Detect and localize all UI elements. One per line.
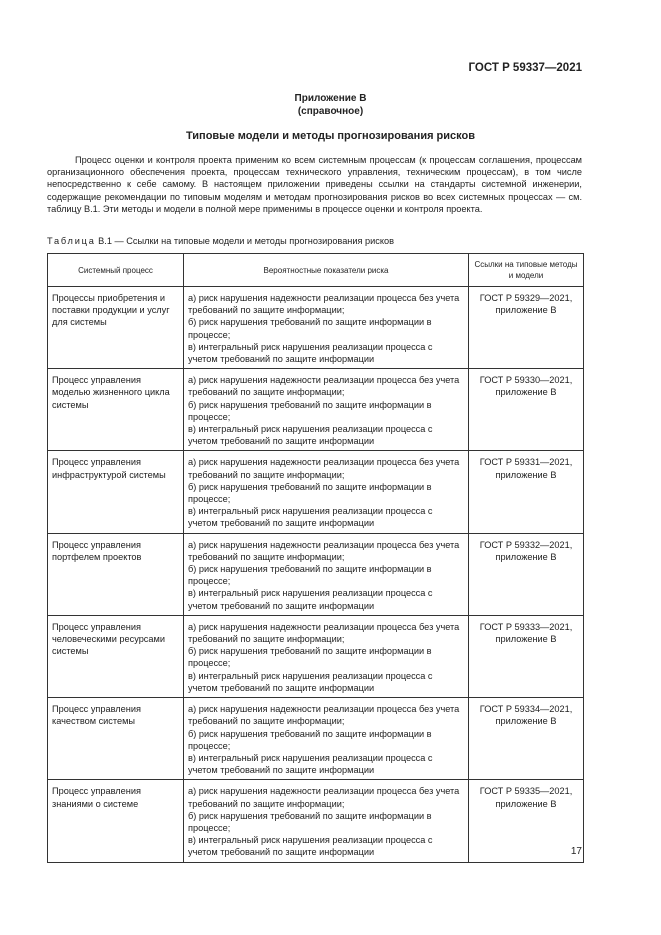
table-header-row bbox=[48, 254, 584, 287]
risk-item-c: в) интегральный риск нарушения реализации процесса с учетом требований по защите информации bbox=[188, 341, 433, 365]
risk-item-a: а) риск нарушения надежности реализации процесса без учета требований по защите информации; bbox=[188, 786, 460, 809]
process-cell: Процесс управления инфраструктурой системы bbox=[48, 451, 184, 533]
risk-cell bbox=[184, 780, 469, 862]
reference-cell: ГОСТ Р 59335—2021, приложение В bbox=[469, 780, 584, 862]
risk-cell bbox=[184, 615, 469, 697]
risk-cell bbox=[184, 369, 469, 451]
risk-item-a: а) риск нарушения надежности реализации процесса без учета требований по защите информации; bbox=[188, 457, 460, 480]
table-row bbox=[48, 615, 584, 697]
process-cell: Процесс управления человеческими ресурсами системы bbox=[48, 615, 184, 697]
appendix-subtitle: (справочное) bbox=[297, 106, 364, 117]
risk-item-c: в) интегральный риск нарушения реализации процесса с учетом требований по защите информации bbox=[188, 588, 433, 611]
risk-item-c: в) интегральный риск нарушения реализации процесса с учетом требований по защите информации bbox=[188, 424, 433, 447]
table-row bbox=[48, 369, 584, 451]
risk-item-b: б) риск нарушения требований по защите информации в процессе; bbox=[188, 481, 432, 505]
table-row bbox=[48, 780, 584, 862]
reference-cell: ГОСТ Р 59333—2021, приложение В bbox=[469, 615, 584, 697]
intro-paragraph: Процесс оценки и контроля проекта применим ко всем системным процессам (к процессам соглашения, процессам организационного обеспечения проекта, процессам технического управления, техническим процессам), в том числе непосредственно к себе самому. В настоящем приложении приведены ссылки на стандарты системной инженерии, содержащие рекомендации по типовым моделям и методам прогнозирования рисков во всех системных процессах — см. таблицу В.1. Эти методы и модели в полной мере применимы в процессе оценки и контроля проекта. bbox=[47, 155, 582, 214]
table-caption-text: В.1 — Ссылки на типовые модели и методы прогнозирования рисков bbox=[95, 236, 394, 246]
table-caption-prefix: Таблица bbox=[47, 236, 96, 246]
risk-item-b: б) риск нарушения требований по защите информации в процессе; bbox=[188, 399, 432, 422]
header-system-process: Системный процесс bbox=[48, 254, 184, 287]
process-cell: Процесс управления знаниями о системе bbox=[48, 780, 184, 862]
risk-item-c: в) интегральный риск нарушения реализации процесса с учетом требований по защите информации bbox=[188, 752, 433, 776]
risk-cell bbox=[184, 533, 469, 615]
table-row bbox=[48, 698, 584, 780]
risk-item-b: б) риск нарушения требований по защите информации в процессе; bbox=[188, 646, 432, 669]
process-cell: Процессы приобретения и поставки продукции и услуг для системы bbox=[48, 287, 184, 369]
process-cell: Процесс управления моделью жизненного цикла системы bbox=[48, 369, 184, 451]
reference-cell: ГОСТ Р 59332—2021, приложение В bbox=[469, 533, 584, 615]
reference-cell: ГОСТ Р 59330—2021, приложение В bbox=[469, 369, 584, 451]
appendix-title: Приложение В bbox=[294, 93, 367, 104]
risk-item-a: а) риск нарушения надежности реализации процесса без учета требований по защите информации; bbox=[188, 539, 460, 562]
risk-item-a: а) риск нарушения надежности реализации процесса без учета требований по защите информации; bbox=[188, 704, 460, 727]
risk-cell bbox=[184, 287, 469, 369]
process-cell: Процесс управления качеством системы bbox=[48, 698, 184, 780]
risk-models-table bbox=[47, 253, 584, 863]
risk-item-b: б) риск нарушения требований по защите информации в процессе; bbox=[188, 317, 432, 340]
table-row bbox=[48, 451, 584, 533]
table-caption bbox=[47, 236, 394, 246]
risk-item-c: в) интегральный риск нарушения реализации процесса с учетом требований по защите информации bbox=[188, 835, 433, 858]
risk-item-a: а) риск нарушения надежности реализации процесса без учета требований по защите информации; bbox=[188, 293, 460, 316]
risk-item-b: б) риск нарушения требований по защите информации в процессе; bbox=[188, 810, 432, 833]
appendix-heading bbox=[0, 92, 661, 118]
reference-cell: ГОСТ Р 59331—2021, приложение В bbox=[469, 451, 584, 533]
risk-item-c: в) интегральный риск нарушения реализации процесса с учетом требований по защите информации bbox=[188, 670, 433, 693]
table-row bbox=[48, 533, 584, 615]
reference-cell: ГОСТ Р 59329—2021, приложение В bbox=[469, 287, 584, 369]
risk-item-a: а) риск нарушения надежности реализации процесса без учета требований по защите информации; bbox=[188, 375, 460, 398]
table-row bbox=[48, 287, 584, 369]
risk-cell bbox=[184, 451, 469, 533]
document-code: ГОСТ Р 59337—2021 bbox=[468, 62, 582, 74]
page-number: 17 bbox=[570, 846, 582, 857]
risk-item-a: а) риск нарушения надежности реализации процесса без учета требований по защите информации; bbox=[188, 621, 460, 645]
header-risk-indicators: Вероятностные показатели риска bbox=[184, 254, 469, 287]
risk-item-c: в) интегральный риск нарушения реализации процесса с учетом требований по защите информации bbox=[188, 506, 433, 529]
risk-item-b: б) риск нарушения требований по защите информации в процессе; bbox=[188, 728, 432, 751]
reference-cell: ГОСТ Р 59334—2021, приложение В bbox=[469, 698, 584, 780]
risk-cell bbox=[184, 698, 469, 780]
section-title: Типовые модели и методы прогнозирования рисков bbox=[185, 130, 475, 142]
header-references: Ссылки на типовые методы и модели bbox=[469, 254, 584, 287]
process-cell: Процесс управления портфелем проектов bbox=[48, 533, 184, 615]
risk-item-b: б) риск нарушения требований по защите информации в процессе; bbox=[188, 564, 432, 587]
